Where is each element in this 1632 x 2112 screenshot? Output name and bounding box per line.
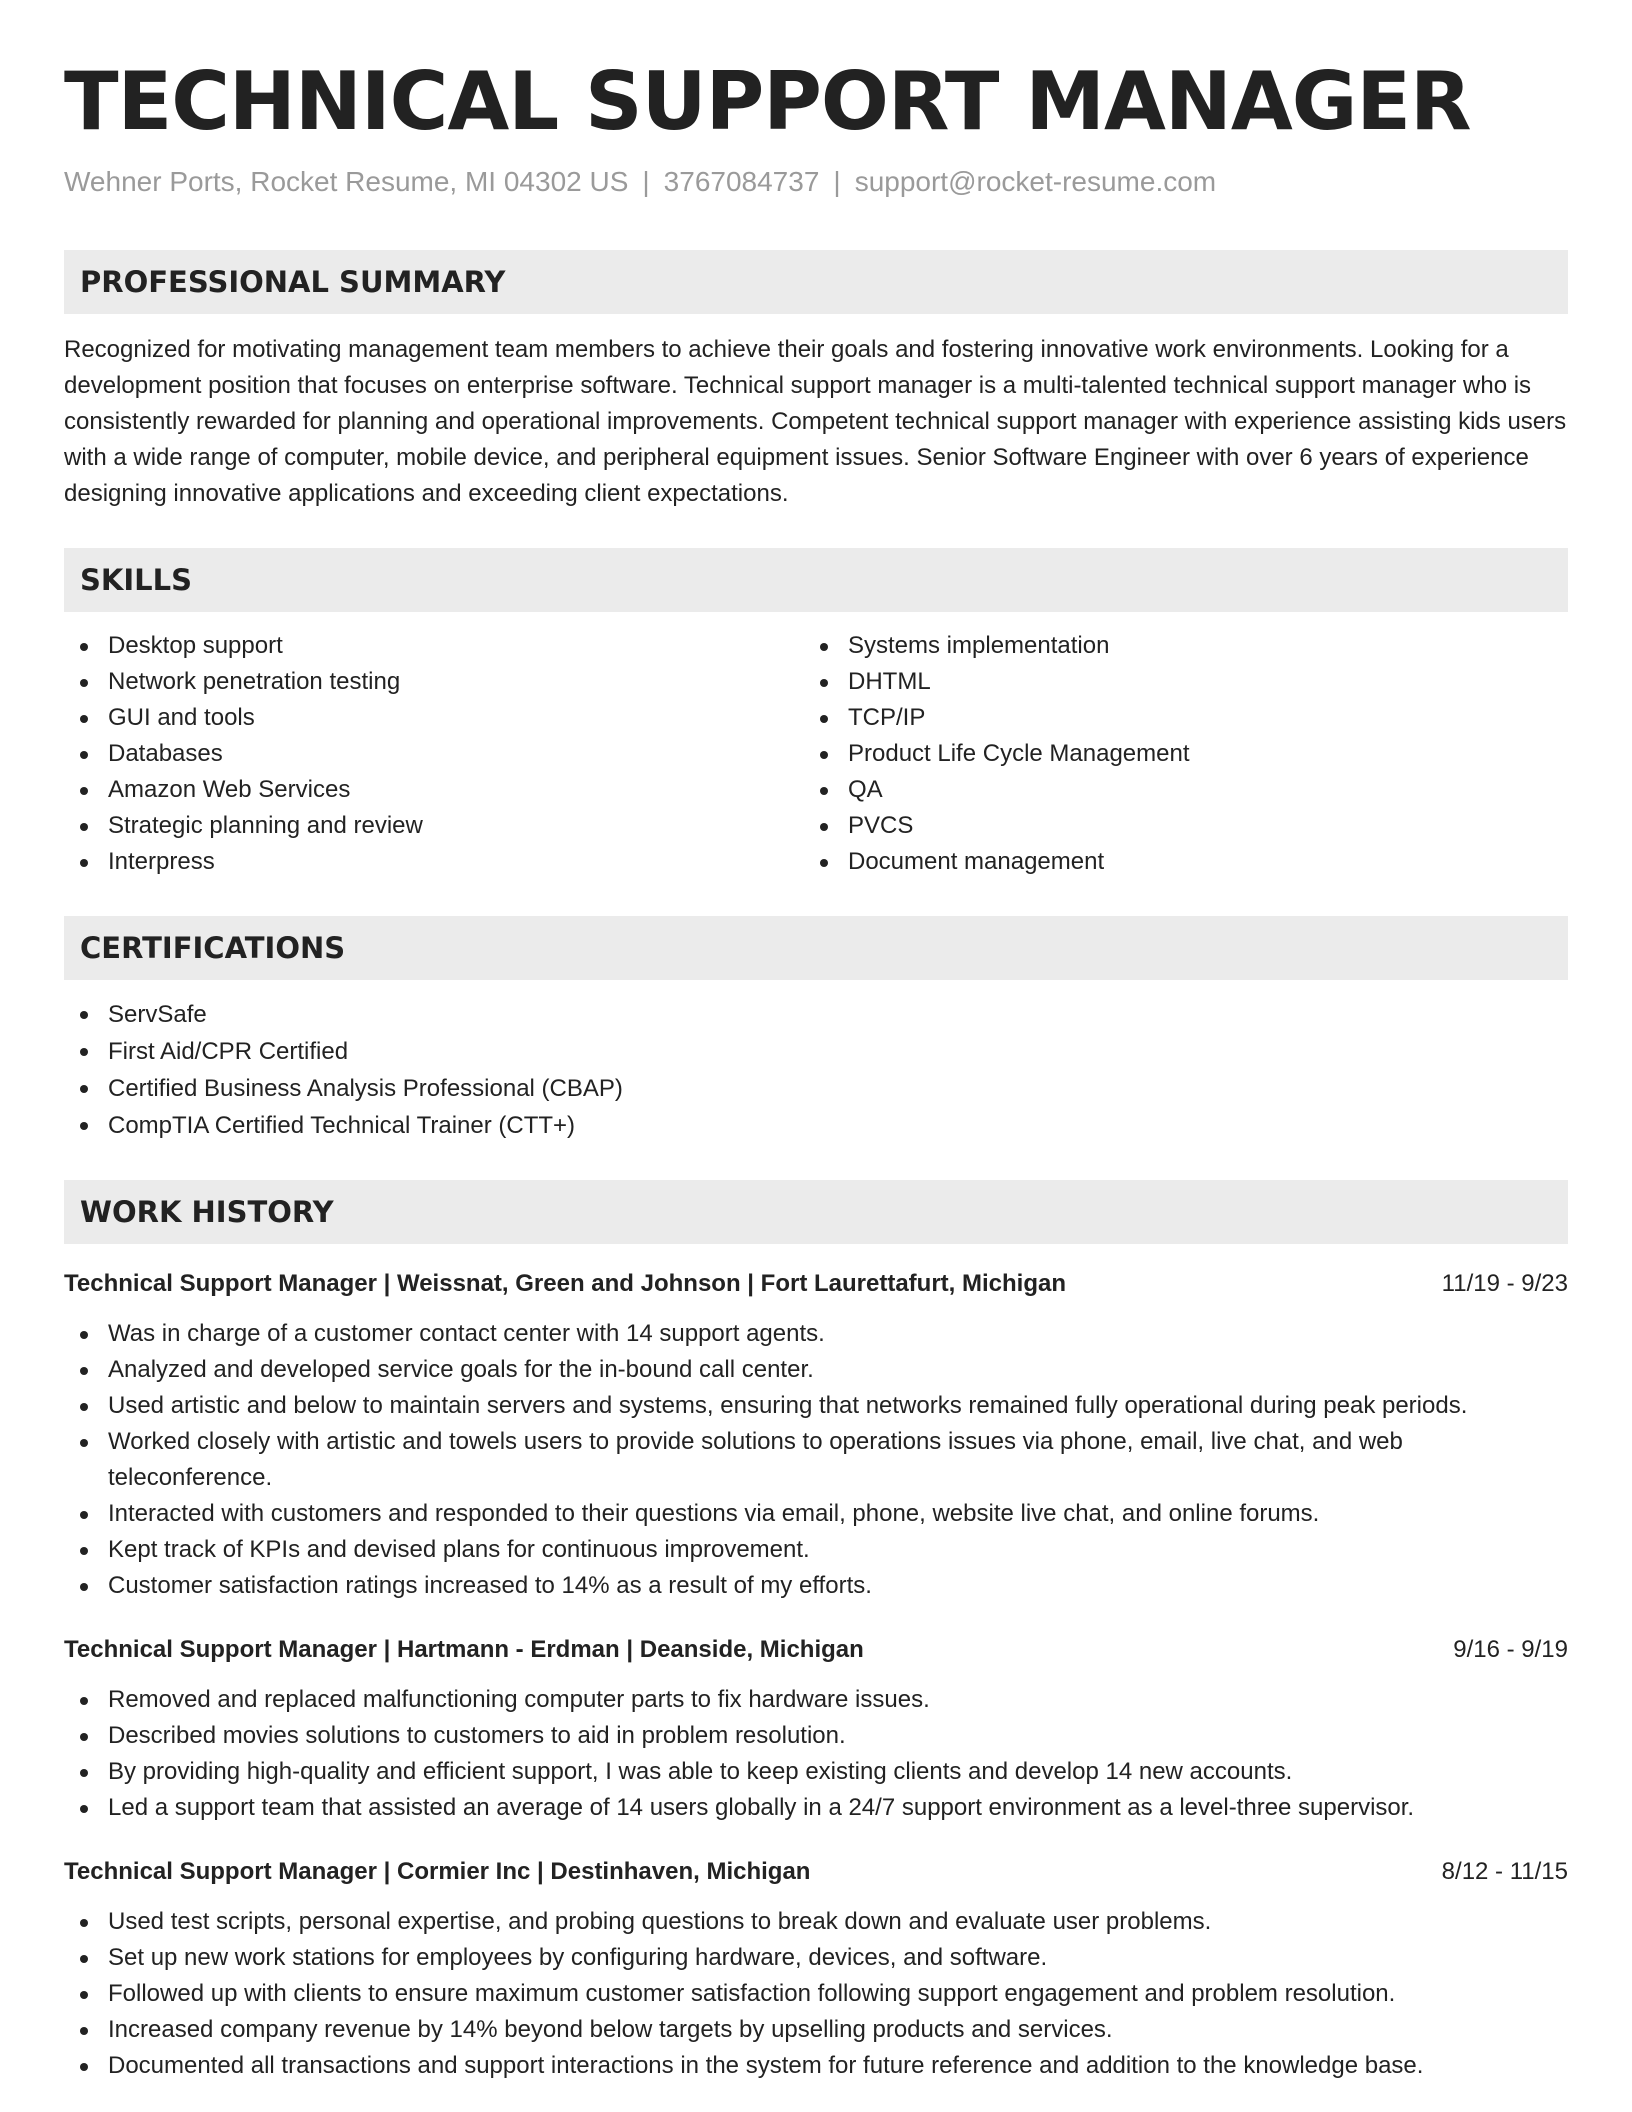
job-entry xyxy=(64,1266,1568,1604)
job-dates: 8/12 - 11/15 xyxy=(1441,1858,1568,1885)
job-bullet: Set up new work stations for employees by configuring hardware, devices, and software. xyxy=(64,1940,1568,1976)
job-entry xyxy=(64,1632,1568,1826)
job-bullet: Led a support team that assisted an average of 14 users globally in a 24/7 support environment as a level-three supervisor. xyxy=(64,1790,1568,1826)
job-bullet-list xyxy=(64,1682,1568,1826)
summary-text: Recognized for motivating management team members to achieve their goals and fostering innovative work environments. Looking for a development position that focuses on enterprise software. Technical support manager is a multi-talented technical support manager who is consistently rewarded for planning and operational improvements. Competent technical support manager with experience assisting kids users with a wide range of computer, mobile device, and peripheral equipment issues. Senior Software Engineer with over 6 years of experience designing innovative applications and exceeding client expectations. xyxy=(64,336,1567,507)
job-bullet: By providing high-quality and efficient support, I was able to keep existing clients and develop 14 new accounts. xyxy=(64,1754,1568,1790)
job-bullet: Described movies solutions to customers to aid in problem resolution. xyxy=(64,1718,1568,1754)
job-bullet-list xyxy=(64,1904,1568,2084)
skill-item: TCP/IP xyxy=(816,700,1568,736)
section-heading-work-history: WORK HISTORY xyxy=(64,1180,1568,1244)
job-bullet: Documented all transactions and support interactions in the system for future reference and addition to the knowledge base. xyxy=(64,2048,1568,2084)
job-bullet: Analyzed and developed service goals for the in-bound call center. xyxy=(64,1352,1568,1388)
contact-separator: | xyxy=(642,166,650,197)
certification-item: CompTIA Certified Technical Trainer (CTT+) xyxy=(64,1107,1568,1144)
job-bullet: Followed up with clients to ensure maximum customer satisfaction following support engagement and problem resolution. xyxy=(64,1976,1568,2012)
job-entry xyxy=(64,1854,1568,2084)
section-heading-summary: PROFESSIONAL SUMMARY xyxy=(64,250,1568,314)
job-dates: 9/16 - 9/19 xyxy=(1453,1636,1568,1663)
section-heading-certifications: CERTIFICATIONS xyxy=(64,916,1568,980)
job-dates: 11/19 - 9/23 xyxy=(1441,1270,1568,1297)
job-title-row xyxy=(64,1854,1568,1890)
job-bullet: Increased company revenue by 14% beyond below targets by upselling products and services. xyxy=(64,2012,1568,2048)
certification-item: First Aid/CPR Certified xyxy=(64,1033,1568,1070)
job-title-row xyxy=(64,1266,1568,1302)
job-bullet: Kept track of KPIs and devised plans for continuous improvement. xyxy=(64,1532,1568,1568)
skills-list-right xyxy=(816,628,1568,880)
skills-column-left xyxy=(64,628,816,880)
certification-item: Certified Business Analysis Professional (CBAP) xyxy=(64,1070,1568,1107)
job-title-row xyxy=(64,1632,1568,1668)
skill-item: Document management xyxy=(816,844,1568,880)
skill-item: Interpress xyxy=(64,844,816,880)
job-bullet: Used artistic and below to maintain servers and systems, ensuring that networks remained fully operational during peak periods. xyxy=(64,1388,1568,1424)
job-title: Technical Support Manager | Weissnat, Green and Johnson | Fort Laurettafurt, Michigan xyxy=(64,1270,1066,1297)
skill-item: Desktop support xyxy=(64,628,816,664)
job-title: Technical Support Manager | Hartmann - Erdman | Deanside, Michigan xyxy=(64,1636,864,1663)
job-bullet: Was in charge of a customer contact center with 14 support agents. xyxy=(64,1316,1568,1352)
contact-email: support@rocket-resume.com xyxy=(854,166,1217,197)
skill-item: Amazon Web Services xyxy=(64,772,816,808)
skills-column-right xyxy=(816,628,1568,880)
contact-separator: | xyxy=(833,166,841,197)
job-bullet: Worked closely with artistic and towels users to provide solutions to operations issues via phone, email, live chat, and web teleconference. xyxy=(64,1424,1568,1496)
contact-address: Wehner Ports, Rocket Resume, MI 04302 US xyxy=(64,166,629,197)
job-bullet: Customer satisfaction ratings increased to 14% as a result of my efforts. xyxy=(64,1568,1568,1604)
skills-columns xyxy=(64,628,1568,880)
contact-phone: 3767084737 xyxy=(663,166,820,197)
skill-item: PVCS xyxy=(816,808,1568,844)
job-bullet-list xyxy=(64,1316,1568,1604)
skill-item: Network penetration testing xyxy=(64,664,816,700)
skill-item: GUI and tools xyxy=(64,700,816,736)
certifications-list xyxy=(64,996,1568,1144)
skills-list-left xyxy=(64,628,816,880)
contact-line xyxy=(64,164,1568,200)
section-heading-skills: SKILLS xyxy=(64,548,1568,612)
skill-item: DHTML xyxy=(816,664,1568,700)
skill-item: Strategic planning and review xyxy=(64,808,816,844)
resume-title: TECHNICAL SUPPORT MANAGER xyxy=(64,55,1471,148)
skill-item: Product Life Cycle Management xyxy=(816,736,1568,772)
certification-item: ServSafe xyxy=(64,996,1568,1033)
job-bullet: Interacted with customers and responded to their questions via email, phone, website live chat, and online forums. xyxy=(64,1496,1568,1532)
skill-item: QA xyxy=(816,772,1568,808)
job-title: Technical Support Manager | Cormier Inc | Destinhaven, Michigan xyxy=(64,1858,811,1885)
job-bullet: Used test scripts, personal expertise, and probing questions to break down and evaluate user problems. xyxy=(64,1904,1568,1940)
skill-item: Databases xyxy=(64,736,816,772)
skill-item: Systems implementation xyxy=(816,628,1568,664)
job-bullet: Removed and replaced malfunctioning computer parts to fix hardware issues. xyxy=(64,1682,1568,1718)
